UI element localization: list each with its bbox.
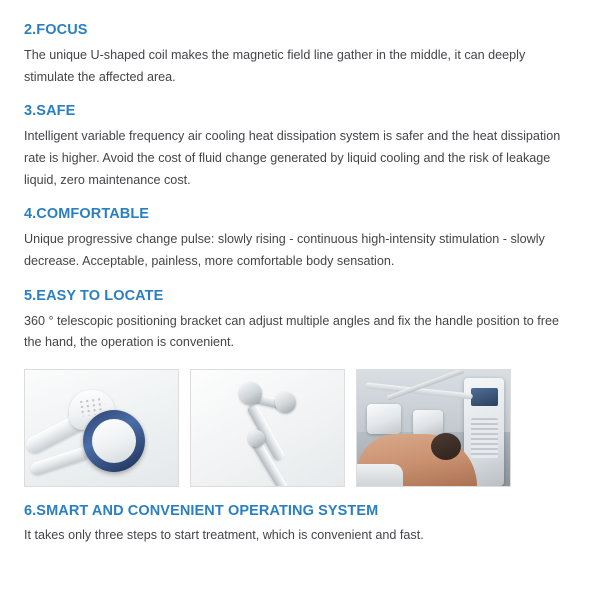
bracket-joint-top	[239, 382, 262, 405]
product-photo-telescopic-bracket	[190, 369, 345, 487]
section-body-easy-to-locate: 360 ° telescopic positioning bracket can adjust multiple angles and fix the handle position to free the hand, the operation is convenient.	[24, 313, 560, 350]
section-smart-operating-system	[24, 503, 576, 547]
coil-inner-disc	[92, 419, 136, 463]
bracket-joint-bottom	[248, 430, 265, 447]
machine-screen	[471, 388, 498, 406]
product-photo-handle-coil-applicator	[24, 369, 179, 487]
section-heading-comfortable: 4.COMFORTABLE	[24, 206, 150, 223]
patient-head	[431, 433, 461, 460]
section-heading-easy-to-locate: 5.EASY TO LOCATE	[24, 287, 164, 304]
section-body-safe: Intelligent variable frequency air cooling heat dissipation system is safer and the heat dissipation rate is higher. Avoid the cost of fluid change generated by liquid cooling and the risk of leakage liquid, zero maintenance cost.	[24, 129, 561, 187]
section-focus	[24, 22, 576, 88]
section-body-comfortable: Unique progressive change pulse: slowly rising - continuous high-intensity stimulation - slowly decrease. Acceptable, painless, more comfortable body sensation.	[24, 232, 545, 268]
section-safe	[24, 103, 576, 191]
applicator-left	[367, 404, 401, 434]
section-heading-focus: 2.FOCUS	[24, 22, 88, 38]
machine-vent-grille	[471, 418, 498, 458]
bracket-joint-right	[275, 392, 296, 413]
product-photo-treatment-session	[356, 369, 511, 487]
section-body-smart-operating-system: It takes only three steps to start treatment, which is convenient and fast.	[24, 527, 424, 542]
section-comfortable	[24, 206, 576, 272]
section-heading-safe: 3.SAFE	[24, 103, 76, 120]
applicator-right	[413, 410, 443, 436]
section-heading-smart-operating-system: 6.SMART AND CONVENIENT OPERATING SYSTEM	[24, 502, 379, 519]
treatment-towel	[357, 464, 403, 486]
section-body-focus: The unique U-shaped coil makes the magnetic field line gather in the middle, it can deeply stimulate the affected area.	[24, 48, 526, 84]
section-easy-to-locate	[24, 288, 576, 354]
product-image-gallery	[24, 369, 576, 487]
